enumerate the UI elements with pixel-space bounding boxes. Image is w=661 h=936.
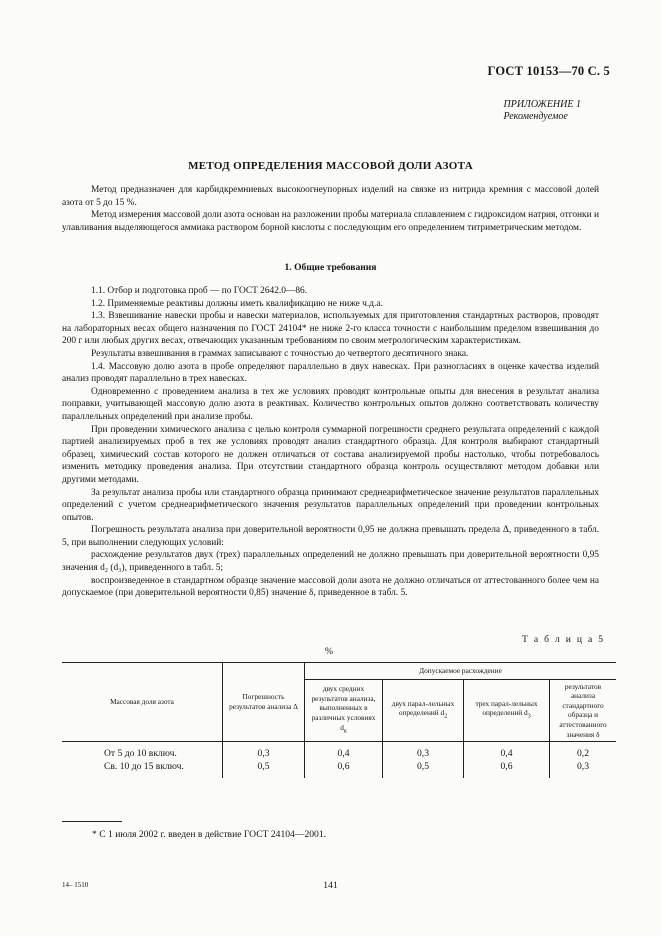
paragraph: Одновременно с проведением анализа в тех же условиях проводят контрольные опыты для внесения в результат анализа поправки, учитывающей массовую долю азота в реактивах. Количество контрольных опытов должно соответствовать количеству параллельных определений при анализе пробы.	[62, 386, 599, 422]
cell-d3: 0,4	[464, 742, 550, 761]
table-row	[62, 742, 616, 761]
print-code: 14– 1510	[62, 881, 89, 889]
section-heading: 1. Общие требования	[284, 262, 377, 273]
header-error: Погрешность результатов анализа Δ	[223, 663, 305, 742]
cell-name: От 5 до 10 включ.	[104, 748, 177, 760]
data-table	[62, 662, 616, 778]
header-delta: результатов анализа стандартного образца и аттестованного значения δ	[550, 679, 617, 742]
header-d2: двух парал-лельных определений $d_2$	[383, 679, 464, 742]
paragraph: воспроизведенное в стандартном образце значение массовой доли азота не должно отличаться от аттестованного более чем на допускаемое (при доверительной вероятности 0,85) значение δ, приведенное в табл. 5.	[62, 575, 599, 599]
cell-d2: 0,3	[383, 742, 464, 761]
cell-name: Св. 10 до 15 включ.	[104, 761, 184, 773]
table-row	[62, 760, 616, 778]
header-group: Допускаемое расхождение	[305, 663, 617, 680]
paragraph: расхождение результатов двух (трех) параллельных определений не должно превышать при доверительной вероятности 0,95 значения d₂ (d₃), приведенного в табл. 5;	[62, 550, 599, 574]
cell-dk: 0,4	[305, 742, 383, 761]
page-header: ГОСТ 10153—70 С. 5	[487, 64, 610, 78]
cell-error: 0,5	[223, 760, 305, 778]
paragraph: При проведении химического анализа с целью контроля суммарной погрешности среднего результата определений с каждой партией анализируемых проб в тех же условиях проводят анализ стандартного образца. Для контроля выбирают стандартный образец, химический состав которого не должен отличаться от состава анализируемой пробы настолько, чтобы потребовалось изменить методику проведения анализа. При отсутствии стандартного образца контроль осуществляют методом добавки или другими методами.	[62, 424, 599, 485]
appendix-block	[504, 99, 582, 123]
paragraph: Погрешность результата анализа при доверительной вероятности 0,95 не должна превышать предела Δ, приведенного в табл. 5, при выполнении следующих условий:	[62, 525, 599, 548]
header-name: Массовая доля азота	[62, 663, 223, 742]
table-unit: %	[325, 646, 333, 657]
cell-delta: 0,3	[550, 760, 617, 778]
appendix-status: Рекомендуемое	[503, 111, 568, 122]
page-number: 141	[323, 880, 338, 891]
section-body	[62, 285, 599, 600]
intro-paragraph: Метод предназначен для карбидкремниевых высокоогнеупорных изделий на связке из нитрида кремния с массовой долей азота от 5 до 15 %.	[62, 185, 599, 208]
cell-error: 0,3	[223, 742, 305, 761]
cell-dk: 0,6	[305, 760, 383, 778]
intro-section	[62, 184, 599, 234]
paragraph: Результаты взвешивания в граммах записывают с точностью до четвертого десятичного знака.	[91, 348, 469, 359]
paragraph: За результат анализа пробы или стандартного образца принимают среднеарифметическое значение результатов параллельных определений с учетом среднеарифметического значения результатов параллельных определений при проведении контрольных опытов.	[62, 487, 599, 523]
cell-delta: 0,2	[550, 742, 617, 761]
paragraph: 1.4. Массовую долю азота в пробе определяют параллельно в двух навесках. При разногласиях в оценке качества изделий анализ проводят параллельно в трех навесках.	[62, 361, 599, 385]
footnote-divider	[62, 821, 122, 822]
paragraph: 1.2. Применяемые реактивы должны иметь квалификацию не ниже ч.д.а.	[91, 298, 383, 309]
header-d3: трех парал-лельных определений $d_3$	[464, 679, 550, 742]
intro-paragraph: Метод измерения массовой доли азота основан на разложении пробы материала сплавлением с гидроксидом натрия, отгонки и улавливания выделяющегося аммиака раствором борной кислоты с последующим его определением титриметрическим методом.	[62, 210, 599, 233]
paragraph: 1.3. Взвешивание навески пробы и навески материалов, используемых для приготовления стандартных растворов, проводят на лабораторных весах общего назначения по ГОСТ 24104* не ниже 2-го класса точности с наибольшим пределом взвешивания до 200 г или любых других весах, отвечающих указанным требованиям по своим метрологическим характеристикам.	[62, 311, 599, 347]
cell-d2: 0,5	[383, 760, 464, 778]
header-dk: двух средних результатов анализа, выполненных в различных условиях $d_к$	[305, 679, 383, 742]
document-title: МЕТОД ОПРЕДЕЛЕНИЯ МАССОВОЙ ДОЛИ АЗОТА	[188, 160, 473, 172]
appendix-label: ПРИЛОЖЕНИЕ 1	[503, 99, 581, 110]
paragraph: 1.1. Отбор и подготовка проб — по ГОСТ 2642.0—86.	[91, 286, 308, 296]
table-caption: Т а б л и ц а 5	[522, 634, 605, 645]
cell-d3: 0,6	[464, 760, 550, 778]
footnote: * С 1 июля 2002 г. введен в действие ГОСТ 24104—2001.	[92, 829, 327, 840]
